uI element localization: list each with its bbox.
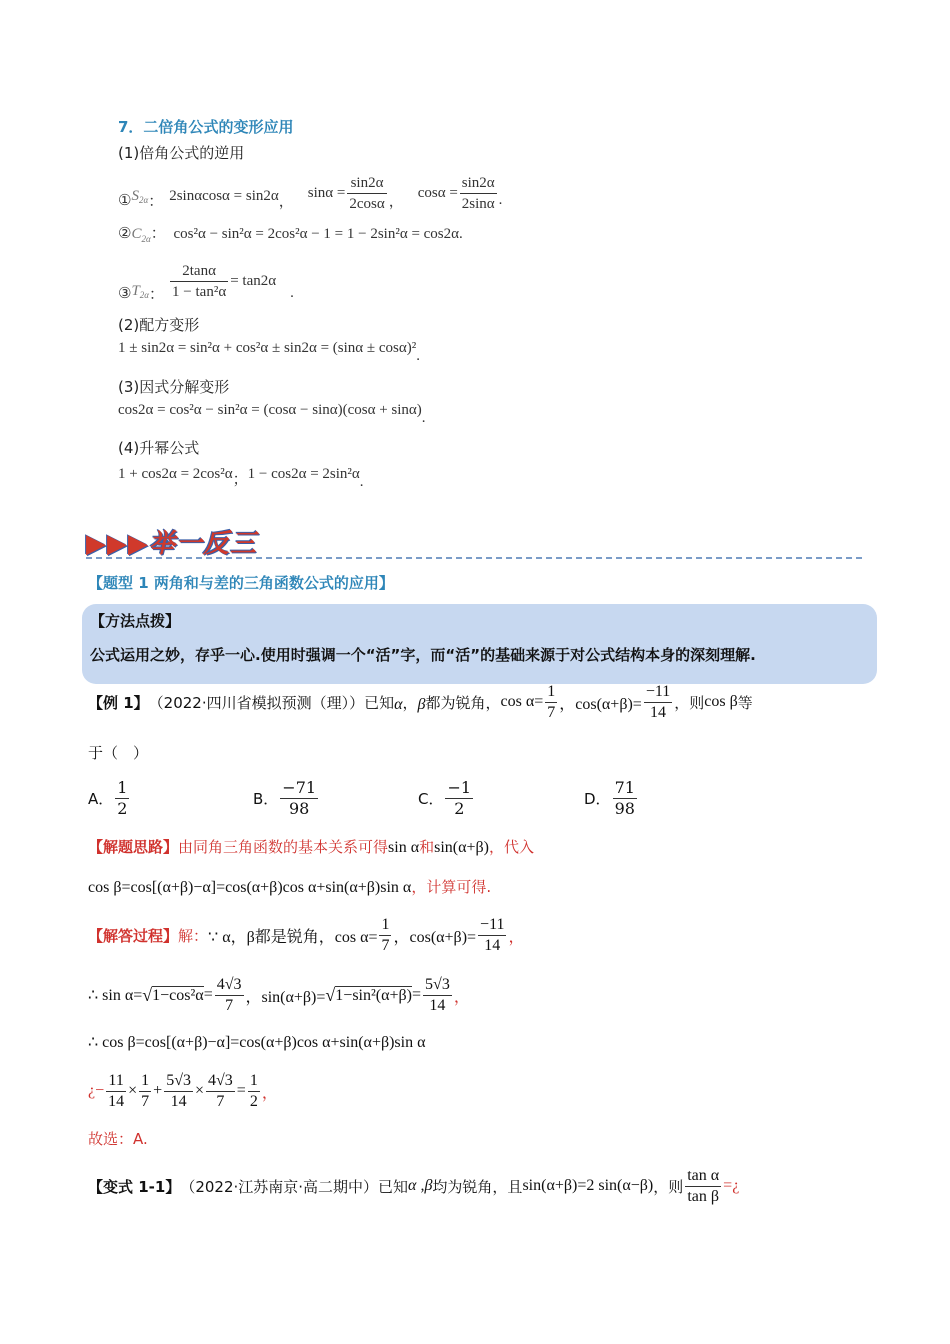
circle-number-1: ① [118, 191, 132, 209]
colon: ： [148, 191, 164, 210]
answer: 故选：A. [88, 1130, 148, 1148]
process-line3: ∴ cos β=cos[(α+β)−α]=cos(α+β)cos α+sin(α+β)sin α [88, 1034, 426, 1051]
example-frac-1: $\frac{1}{7}$ [547, 682, 556, 721]
process-label: 【解答过程】 [88, 926, 179, 945]
process-line4: ¿− $\frac{11}{14}$ × $\frac{1}{7}$ + $\frac{5√3}{14}$ × $\frac{4√3}{7}$ = $\frac{1}{2}$ ， [88, 1071, 278, 1110]
symbol-t: T [131, 282, 140, 299]
formula-raise: 1 + cos2α = 2cos²α；1 − cos2α = 2sin²α. [118, 466, 364, 490]
subheading-raise: (4)升幂公式 [118, 439, 200, 457]
s2a-fraction-2: $\frac{\sin 2\alpha}{2\cos\alpha}$ [349, 174, 385, 212]
s2a-formula-3-lhs: cosα = [417, 184, 458, 201]
option-c[interactable]: C． $\frac{-1}{2}$ [418, 778, 472, 818]
symbol-sub: 2α [138, 195, 149, 205]
example-frac-2: $\frac{-11}{14}$ [645, 682, 671, 721]
formula-s2a: ① S $_{2\alpha}$ ： 2sinαcosα = sin2α ， sinα = $\frac{\sin 2\alpha}{2\cos\alpha}$ ， cosα = $\frac{\sin 2\alpha}{2\sin\alpha}$ . [118, 174, 503, 212]
example-tail: 于（ ） [88, 744, 149, 762]
symbol-s: S [131, 187, 139, 204]
formula-c2a: $②C_{2\alpha}$： cos²α − sin²α = 2cos²α − 1 = 1 − 2sin²α = cos2α. [118, 224, 463, 244]
formula-factor: cos2α = cos²α − sin²α = (cosα − sinα)(cosα + sinα). [118, 402, 426, 426]
subheading-inverse: (1)倍角公式的逆用 [118, 144, 245, 162]
option-a[interactable]: A． $\frac{1}{2}$ [88, 778, 128, 818]
s2a-formula-1: 2sinαcosα = sin2α [169, 187, 279, 204]
s2a-formula-2-lhs: sinα = [307, 184, 346, 201]
process-line2: ∴ sin α= √ 1−cos²α = $\frac{4√3}{7}$ ，sin(α+β)= √ 1−sin²(α+β) = $\frac{5√3}{14}$ ， [88, 975, 470, 1014]
variant-label: 【变式 1-1】 [88, 1177, 181, 1196]
example-label: 【例 1】 [88, 693, 149, 712]
example-1: 【例 1】 （2022·四川省模拟预测（理））已知 α ， β 都为锐角， cos α= $\frac{1}{7}$ ，cos(α+β)= $\frac{-11}{14}$ ，则 cos β 等 [88, 682, 753, 721]
variant-1-1: 【变式 1-1】 （2022·江苏南京·高二期中）已知 α ,β 均为锐角，且 sin(α+β)=2 sin(α−β) ，则 $\frac{\text{tan α}}{\text{tan β}}$ =¿ [88, 1166, 740, 1205]
banner-title: ▶▶▶举一反三 [86, 529, 257, 559]
process-line1: 【解答过程】 解： ∵ α，β都是锐角，cos α= $\frac{1}{7}$ ，cos(α+β)= $\frac{-11}{14}$ ， [88, 915, 525, 954]
circle-number-2: ② [118, 224, 132, 242]
circle-number-3: ③ [118, 284, 132, 302]
section-title: 7．二倍角公式的变形应用 [118, 118, 294, 136]
t2a-fraction: $\frac{2\tan\alpha}{\text{1 − tan²α}}$ [172, 262, 227, 300]
option-b[interactable]: B． $\frac{-71}{98}$ [253, 778, 317, 818]
thinking: 【解题思路】由同角三角函数的基本关系可得sin α和sin(α+β)，代入 [88, 838, 534, 856]
s2a-fraction-3: $\frac{\sin 2\alpha}{2\sin\alpha}$ [461, 174, 495, 212]
c2a-formula: cos²α − sin²α = 2cos²α − 1 = 1 − 2sin²α = cos2α [173, 226, 460, 242]
method-text: 公式运用之妙，存乎一心.使用时强调一个“活”字，而“活”的基础来源于对公式结构本身的深刻理解. [90, 646, 756, 664]
subheading-factor: (3)因式分解变形 [118, 378, 230, 396]
formula-square: 1 ± sin2α = sin²α + cos²α ± sin2α = (sinα ± cosα)². [118, 340, 420, 364]
example-source: （2022·四川省模拟预测（理））已知 [148, 693, 395, 712]
formula-t2a: ③ T $_{2\alpha}$ ： $\frac{2\tan\alpha}{\text{1 − tan²α}}$ = tan2α . [118, 262, 294, 303]
dashed-divider [86, 557, 862, 559]
type-heading: 【题型 1 两角和与差的三角函数公式的应用】 [88, 574, 394, 592]
thinking-line2: cos β=cos[(α+β)−α]=cos(α+β)cos α+sin(α+β)sin α，计算可得. [88, 878, 492, 896]
option-d[interactable]: D． $\frac{71}{98}$ [584, 778, 635, 818]
method-title: 【方法点拨】 [90, 612, 181, 630]
symbol-c: C [131, 226, 142, 242]
t2a-rhs: = tan2α [230, 272, 277, 289]
subheading-square: (2)配方变形 [118, 316, 200, 334]
thinking-label: 【解题思路】 [88, 838, 179, 856]
